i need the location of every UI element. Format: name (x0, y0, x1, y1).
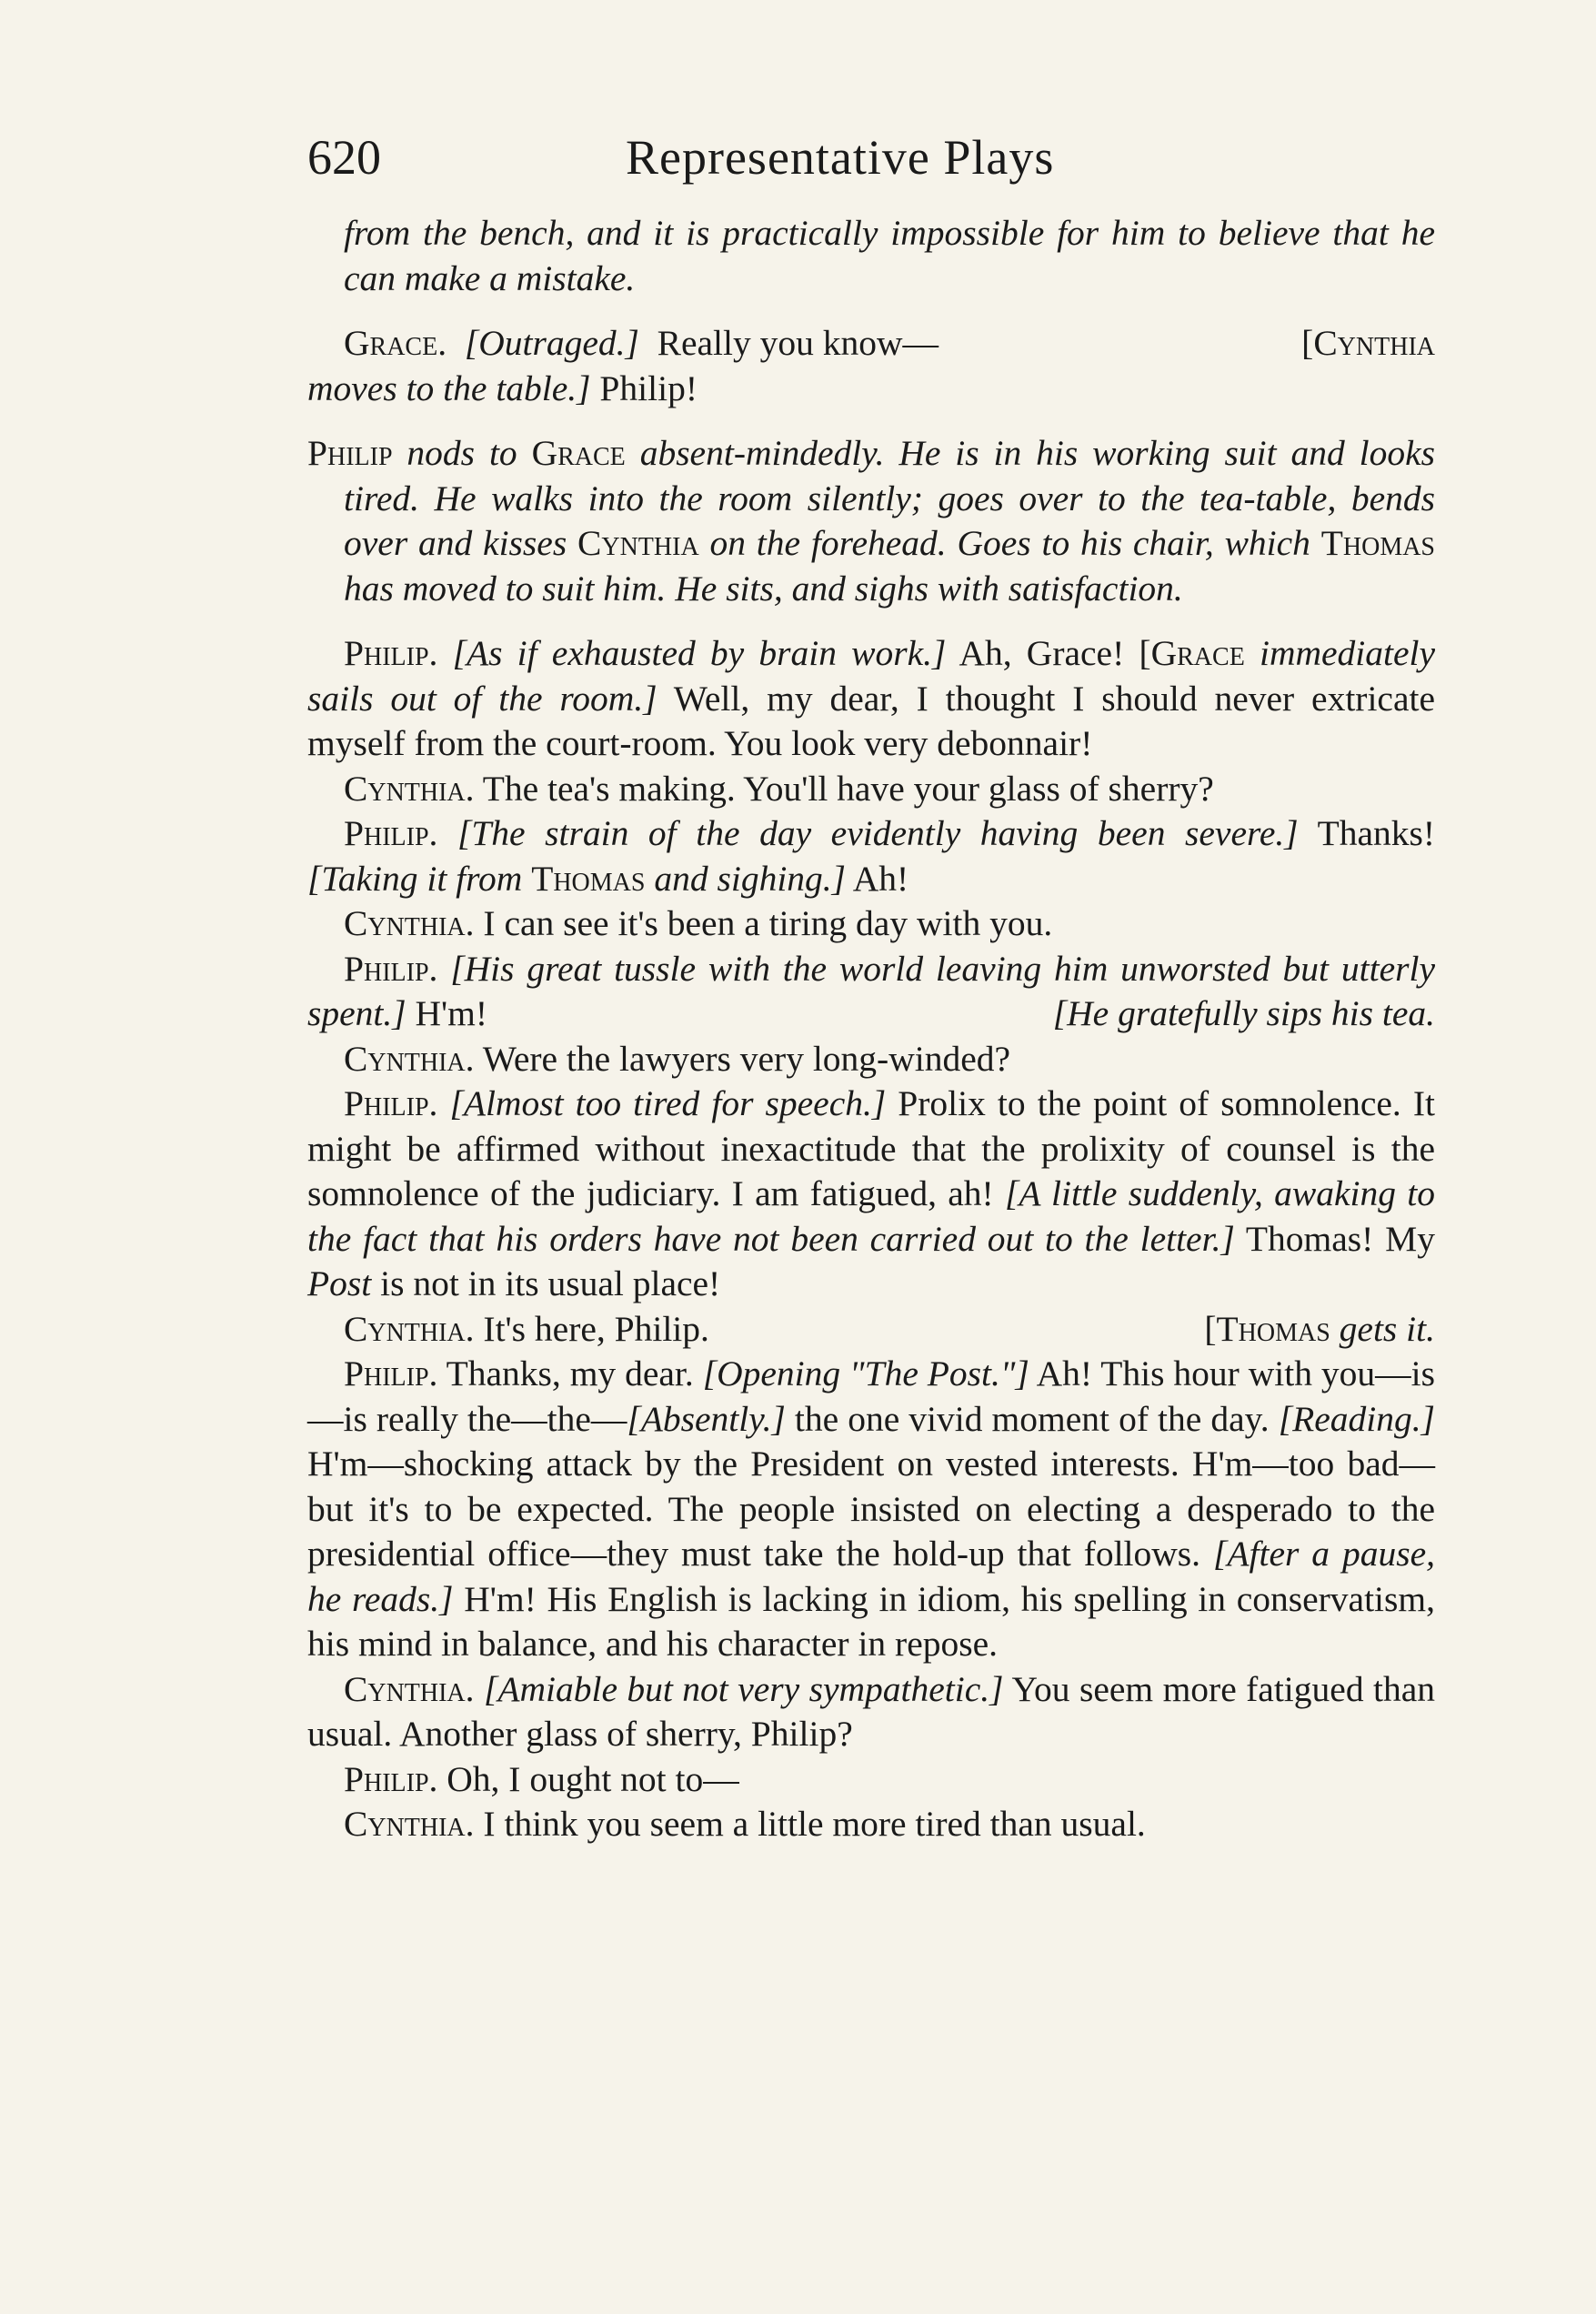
speech-philip: Philip. Thanks, my dear. [Opening "The Post."] Ah! This hour with you—is—is really the—the—[Absently.] the one vivid moment of the day. [Reading.] H'm—shocking attack by the President on vested interests. H'm—too bad—but it's to be expected. The people insisted on electing a desperado to the presidential office—they must take the hold-up that follows. [After a pause, he reads.] H'm! His English is lacking in idiom, his spelling in conservatism, his mind in balance, and his character in repose. (307, 1353, 1436, 1664)
speaker-grace: Grace. (344, 323, 447, 363)
speech-philip: Philip. [Almost too tired for speech.] Prolix to the point of somnolence. It might be affirmed without inexactitude that the prolixity of counsel is the somnolence of the judiciary. I am fatigued, ah! [A little suddenly, awaking to the fact that his orders have not been carried out to the letter.] Thomas! My Post is not in its usual place! (307, 1083, 1436, 1303)
page-header (307, 126, 1435, 189)
page-body (307, 211, 1435, 1847)
speech-cynthia: Cynthia. I think you seem a little more tired than usual. (344, 1804, 1146, 1844)
speech-cynthia: Cynthia. I can see it's been a tiring day with you. (344, 903, 1053, 943)
page-number: 620 (307, 130, 381, 185)
speech-cynthia: Cynthia. It's here, Philip. [Thomas gets it. (344, 1308, 1435, 1349)
speech-cynthia: Cynthia. The tea's making. You'll have your glass of sherry? (344, 768, 1214, 809)
speech-cynthia: Cynthia. Were the lawyers very long-winded? (344, 1038, 1011, 1079)
speech-cynthia: Cynthia. [Amiable but not very sympathetic.] You seem more fatigued than usual. Another glass of sherry, Philip? (307, 1668, 1435, 1754)
speech-philip: Philip. Oh, I ought not to— (344, 1758, 739, 1799)
stage-direction-entrance: Philip nods to Grace absent-mindedly. He is in his working suit and looks tired. He walks into the room silently; goes over to the tea-table, bends over and kisses Cynthia on the forehead. Goes to his chair, which Thomas has moved to suit him. He sits, and sighs with satisfaction. (307, 433, 1436, 609)
speech-philip: Philip. [The strain of the day evidently having been severe.] Thanks! [Taking it from Thomas and sighing.] Ah! (307, 813, 1435, 899)
speech-grace: Grace. [Outraged.] Really you know— [Cynthia moves to the table.] Philip! (307, 323, 1435, 408)
speech-philip: Philip. [His great tussle with the world leaving him unworsted but utterly spent.] H'm! [He gratefully sips his tea. (307, 948, 1435, 1033)
speech-philip: Philip. [As if exhausted by brain work.] Ah, Grace! [Grace immediately sails out of the room.] Well, my dear, I thought I should never extricate myself from the court-room. You look very debonnair! (307, 633, 1436, 763)
stage-direction: from the bench, and it is practically impossible for him to believe that he can make a mistake. (344, 213, 1435, 298)
running-title: Representative Plays (626, 130, 1055, 185)
